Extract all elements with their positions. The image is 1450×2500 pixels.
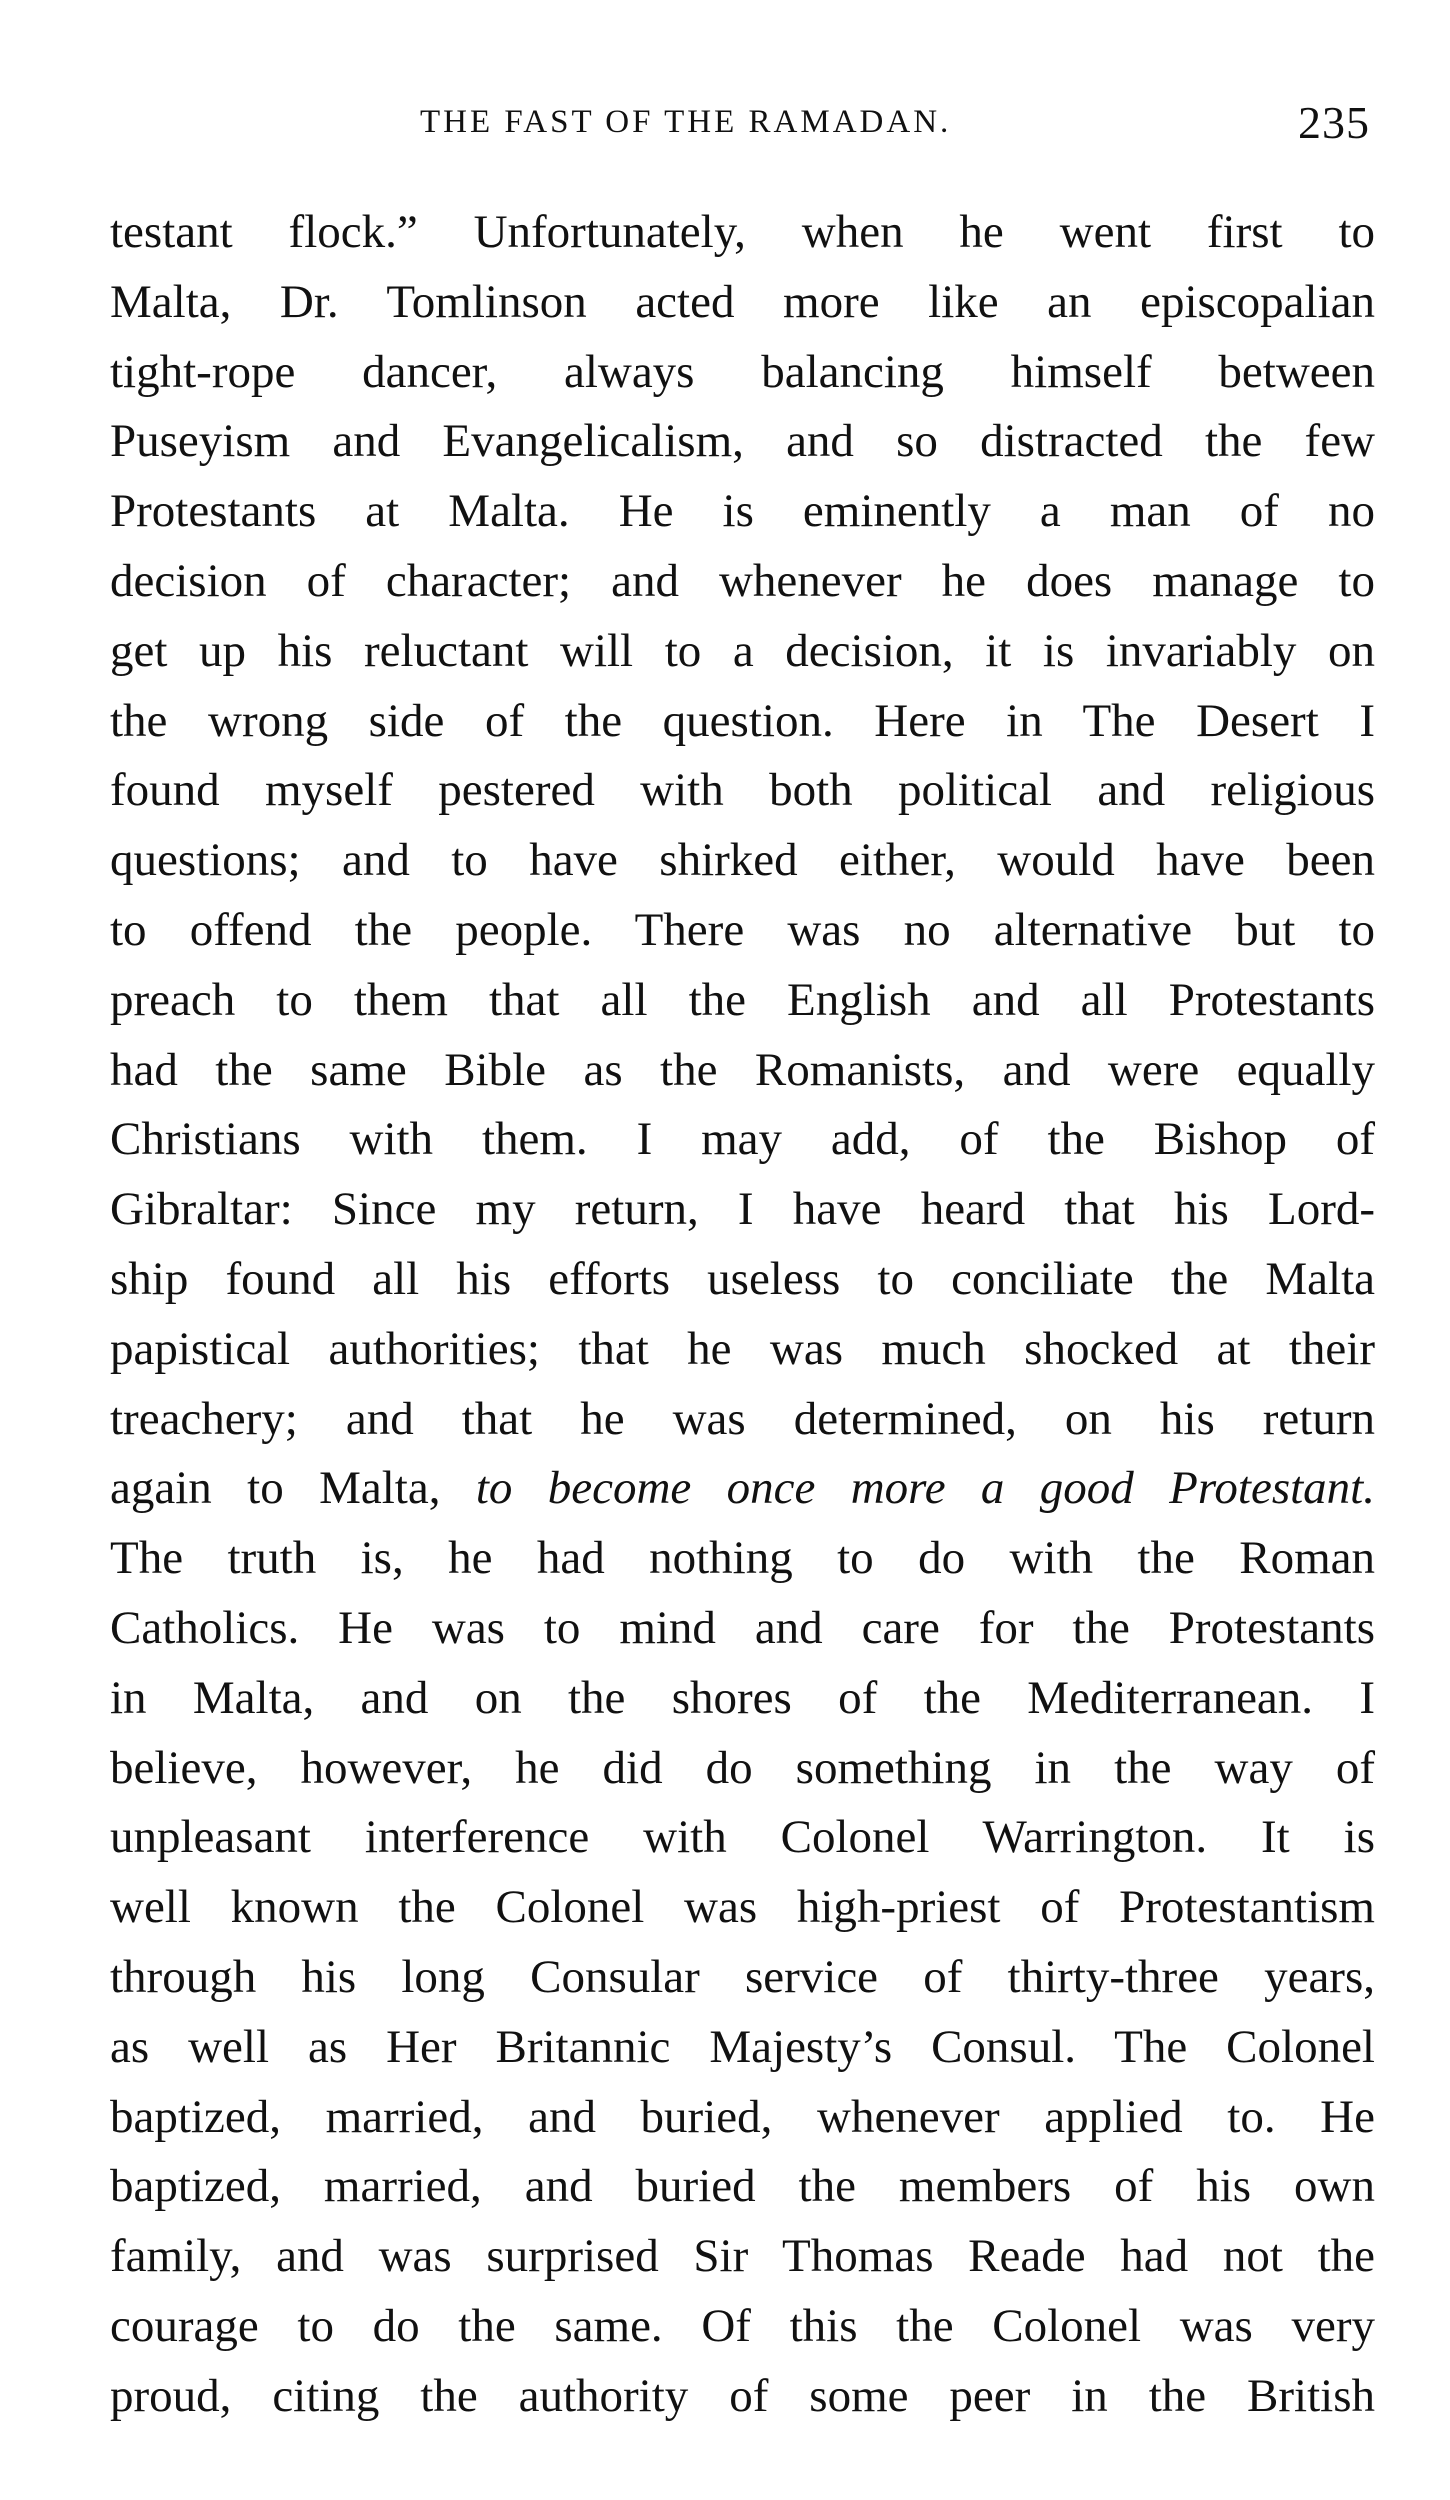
text-line: unpleasant interference with Colonel Warrington. It is <box>110 1811 1375 1864</box>
text-line: tight-rope dancer, always balancing himself between <box>110 345 1375 398</box>
text-line: preach to them that all the English and all Protestants <box>110 973 1375 1026</box>
text-line: ship found all his efforts useless to conciliate the Malta <box>110 1252 1375 1305</box>
text-line: Protestants at Malta. He is eminently a man of no <box>110 485 1375 538</box>
text-line: courage to do the same. Of this the Colonel was very <box>110 2299 1375 2352</box>
text-line: well known the Colonel was high-priest of Protestantism <box>110 1881 1375 1934</box>
text-line: testant flock.” Unfortunately, when he went first to <box>110 206 1375 258</box>
page-number: 235 <box>1298 97 1370 148</box>
text-line: Malta, Dr. Tomlinson acted more like an episcopalian <box>110 275 1375 328</box>
text-line: The truth is, he had nothing to do with the Roman <box>110 1532 1375 1585</box>
text-line: questions; and to have shirked either, would have been <box>110 834 1375 887</box>
running-head <box>110 96 1370 156</box>
text-line: to offend the people. There was no alternative but to <box>110 903 1375 956</box>
text-line: found myself pestered with both political and religious <box>110 764 1375 817</box>
text-line: had the same Bible as the Romanists, and were equally <box>110 1043 1375 1096</box>
text-line: treachery; and that he was determined, on his return <box>110 1392 1375 1445</box>
text-line: papistical authorities; that he was much shocked at their <box>110 1322 1375 1375</box>
text-line: family, and was surprised Sir Thomas Reade had not the <box>110 2230 1375 2283</box>
text-line: baptized, married, and buried the members of his own <box>110 2160 1375 2213</box>
body-text <box>110 198 1375 2432</box>
running-title: THE FAST OF THE RAMADAN. <box>420 104 952 140</box>
text-segment: again to Malta, <box>110 1462 476 1515</box>
text-line: Catholics. He was to mind and care for the Protestants <box>110 1601 1375 1654</box>
text-line: believe, however, he did do something in the way of <box>110 1741 1375 1794</box>
text-line: Christians with them. I may add, of the Bishop of <box>110 1113 1375 1166</box>
text-line: get up his reluctant will to a decision, it is invariably on <box>110 624 1375 677</box>
italic-phrase: to become once more a good Protestant. <box>475 1462 1375 1515</box>
text-line: decision of character; and whenever he does manage to <box>110 554 1375 607</box>
text-line: baptized, married, and buried, whenever applied to. He <box>110 2090 1375 2143</box>
text-line-with-italic <box>110 1454 1375 1524</box>
text-line: proud, citing the authority of some peer in the British <box>110 2369 1375 2422</box>
text-line: the wrong side of the question. Here in The Desert I <box>110 694 1375 747</box>
text-line: in Malta, and on the shores of the Mediterranean. I <box>110 1671 1375 1724</box>
text-line: Gibraltar: Since my return, I have heard that his Lord- <box>110 1183 1375 1236</box>
text-line: through his long Consular service of thirty-three years, <box>110 1950 1375 2003</box>
text-line: as well as Her Britannic Majesty’s Consul. The Colonel <box>110 2020 1375 2073</box>
text-line: Puseyism and Evangelicalism, and so distracted the few <box>110 415 1375 468</box>
